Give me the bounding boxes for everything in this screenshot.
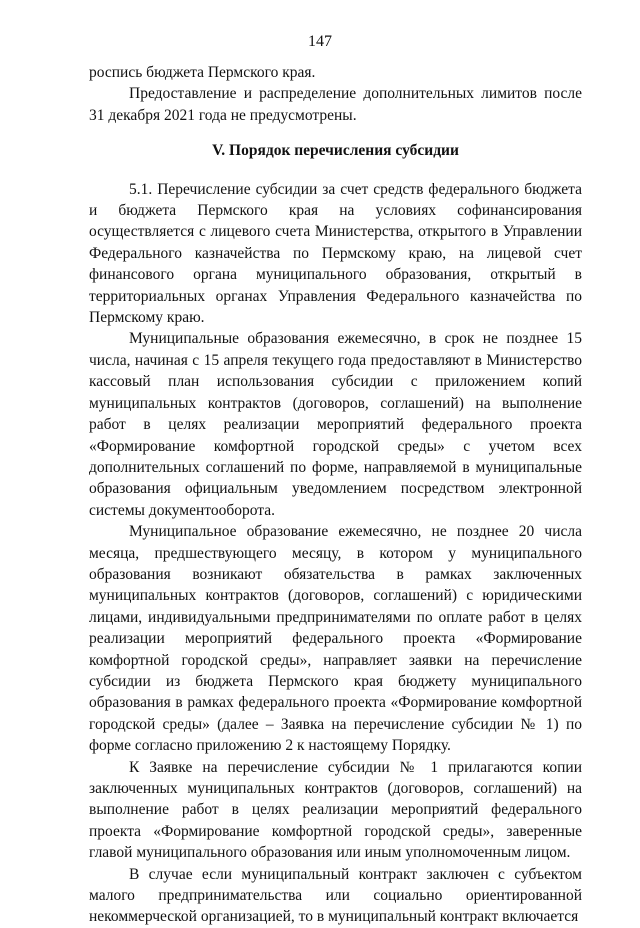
section-heading: V. Порядок перечисления субсидии — [212, 142, 459, 160]
paragraph-limits: Предоставление и распределение дополнительных лимитов после 31 декабря 2021 года не предусмотрены. — [89, 85, 582, 124]
paragraph-cash-plan: Муниципальные образования ежемесячно, в срок не позднее 15 числа, начиная с 15 апреля текущего года предоставляют в Министерство кассовый план использования субсидии с приложением копий муниципальных контрактов (договоров, соглашений) на выполнение работ в целях реализации мероприятий федерального проекта «Формирование комфортной городской среды» с учетом всех дополнительных соглашений по форме, направляемой в муниципальные образования официальным уведомлением посредством электронной системы документооборота. — [89, 330, 582, 519]
paragraph-monthly-request: Муниципальное образование ежемесячно, не позднее 20 числа месяца, предшествующего месяцу, в котором у муниципального образования возникают обязательства в рамках заключенных муниципальных контрактов (договоров, соглашений) с юридическими лицами, индивидуальными предпринимателями по оплате работ в целях реализации мероприятий федерального проекта «Формирование комфортной городской среды», направляет заявки на перечисление субсидии из бюджета Пермского края бюджету муниципального образования в рамках федерального проекта «Формирование комфортной городской среды» (далее – Заявка на перечисление субсидии № 1) по форме согласно приложению 2 к настоящему Порядку. — [89, 523, 582, 755]
paragraph-5-1: 5.1. Перечисление субсидии за счет средств федерального бюджета и бюджета Пермского края на условиях софинансирования осуществляется с лицевого счета Министерства, открытого в Управлении Федерального казначейства по Пермскому краю, на лицевой счет финансового органа муниципального образования, открытый в территориальных органах Управления Федерального казначейства по Пермскому краю. — [89, 180, 582, 327]
paragraph-budget-continuation: роспись бюджета Пермского края. — [89, 64, 316, 81]
document-body — [89, 62, 582, 928]
page-number: 147 — [308, 33, 332, 50]
paragraph-request-attachments: К Заявке на перечисление субсидии № 1 прилагаются копии заключенных муниципальных контрактов (договоров, соглашений) на выполнение работ в целях реализации мероприятий федерального проекта «Формирование комфортной городской среды», заверенные главой муниципального образования или иным уполномоченным лицом. — [89, 758, 582, 862]
paragraph-small-business: В случае если муниципальный контракт заключен с субъектом малого предпринимательства или социально ориентированной некоммерческой организацией, то в муниципальный контракт включается — [89, 865, 582, 926]
